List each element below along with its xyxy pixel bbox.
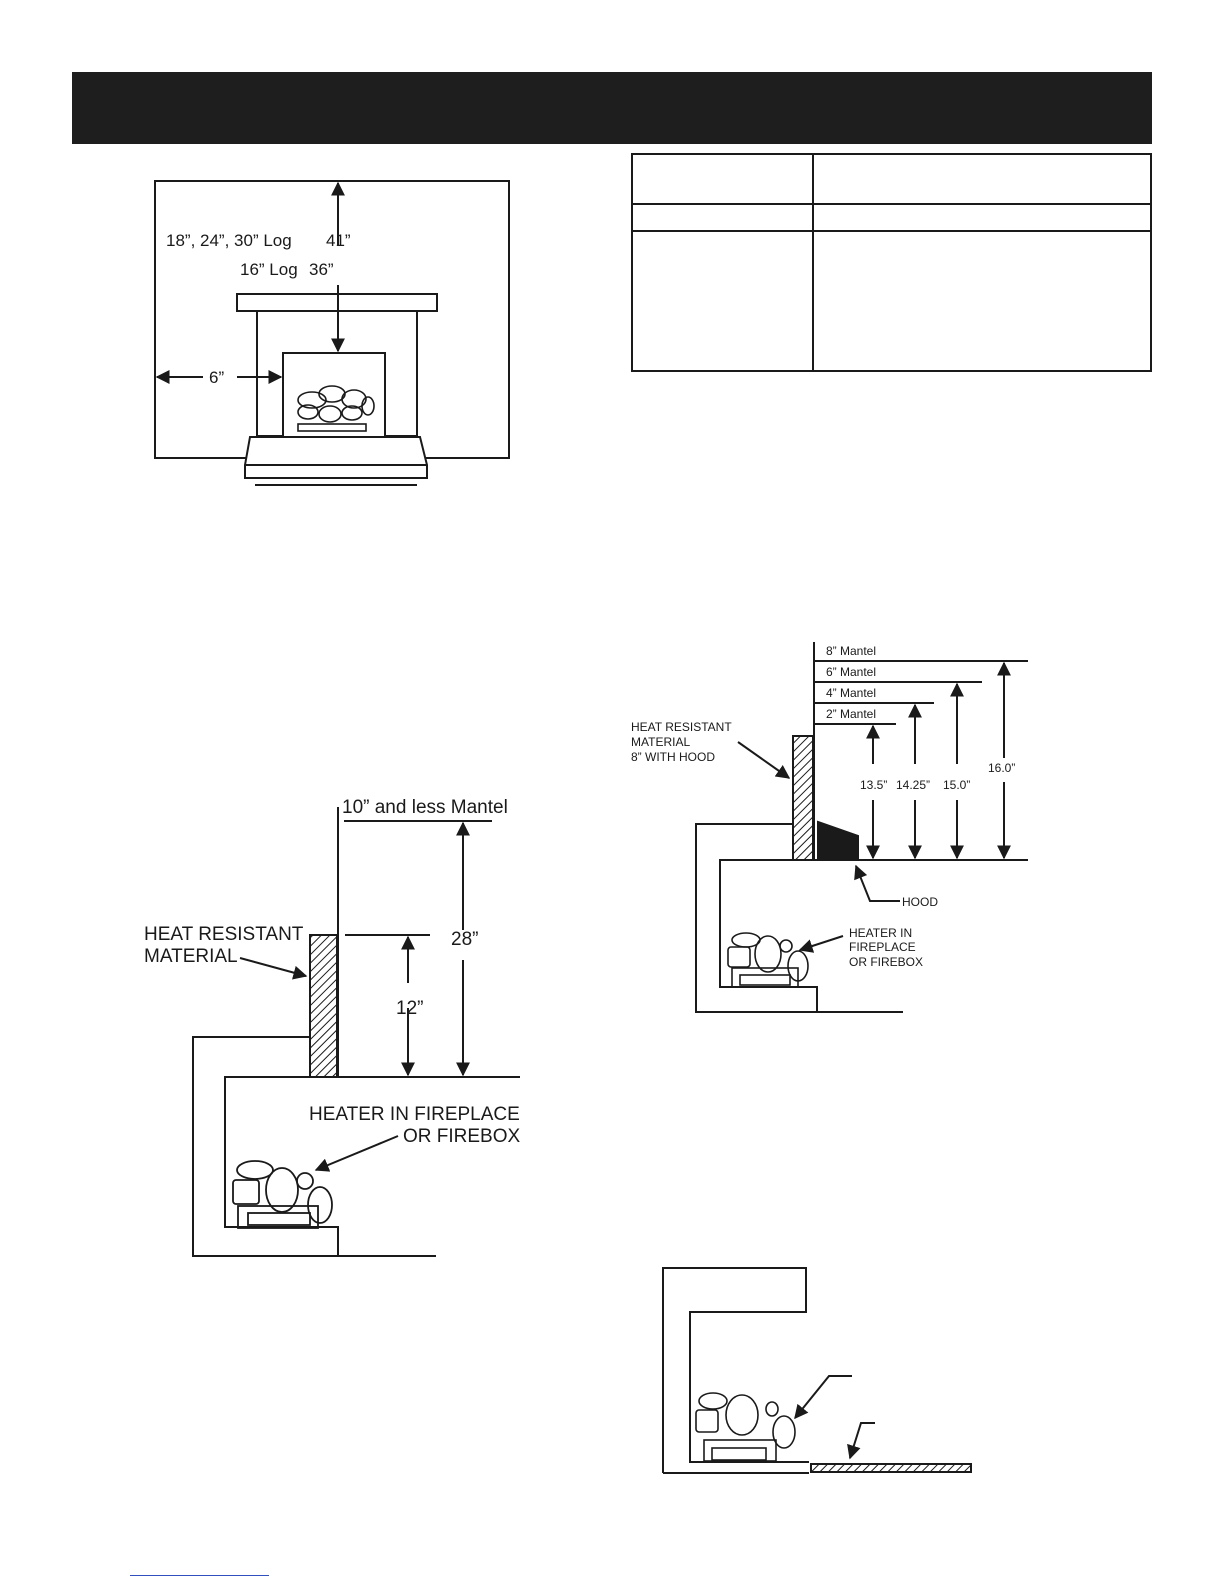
hood-label: HOOD (902, 895, 938, 909)
height-15-value: 15.0” (943, 778, 971, 792)
mantel-2-label: 2” Mantel (826, 707, 877, 721)
log-size-small-label: 16” Log (240, 260, 298, 279)
material-label-line2: MATERIAL (144, 946, 238, 967)
height-value-small: 36” (309, 260, 334, 279)
log-set-icon (728, 933, 808, 987)
total-height-value: 28” (451, 929, 479, 950)
log-sizes-large-label: 18”, 24”, 30” Log (166, 231, 292, 250)
mantel-clearance-diagram (193, 807, 520, 1256)
height-value-large: 41” (326, 231, 351, 250)
heat-resistant-material (793, 736, 813, 860)
hood-shape (818, 822, 858, 860)
fireplace-outline (663, 1268, 809, 1473)
heater-label-line1: HEATER IN FIREPLACE (309, 1104, 520, 1125)
material-label-line2: MATERIAL (631, 735, 691, 749)
log-set-icon (233, 1161, 332, 1228)
material-pointer-arrow (240, 958, 306, 976)
height-14-25-value: 14.25” (896, 778, 931, 792)
heater-pointer-arrow (316, 1136, 398, 1170)
mantel-6-label: 6” Mantel (826, 665, 877, 679)
floor-pointer-arrow (850, 1423, 875, 1458)
heater-pointer-arrow (800, 936, 843, 950)
heater-pointer-arrow (795, 1376, 852, 1418)
mantel-size-label: 10” and less Mantel (342, 797, 508, 818)
heat-resistant-material (310, 935, 337, 1077)
material-height-value: 12” (396, 998, 424, 1019)
mantel-4-label: 4” Mantel (826, 686, 877, 700)
floor-protection-strip (811, 1464, 971, 1472)
material-label-line1: HEAT RESISTANT (631, 720, 732, 734)
hood-pointer-arrow (856, 866, 900, 901)
footer-underline (130, 1575, 269, 1576)
material-label-line3: 8” WITH HOOD (631, 750, 715, 764)
hearth-protection-diagram (663, 1268, 971, 1473)
material-pointer-arrow (738, 742, 789, 778)
fireplace-clearance-diagram (155, 181, 509, 485)
mantel-8-label: 8” Mantel (826, 644, 877, 658)
heater-label-line2: FIREPLACE (849, 940, 916, 954)
heater-label-line1: HEATER IN (849, 926, 913, 940)
material-label-line1: HEAT RESISTANT (144, 924, 304, 945)
log-set-icon (696, 1393, 795, 1461)
heater-label-line2: OR FIREBOX (403, 1126, 521, 1147)
hearth (245, 437, 427, 478)
heater-label-line3: OR FIREBOX (849, 955, 924, 969)
side-clearance-value: 6” (209, 368, 225, 387)
height-13-5-value: 13.5” (860, 778, 888, 792)
height-16-value: 16.0” (988, 761, 1016, 775)
